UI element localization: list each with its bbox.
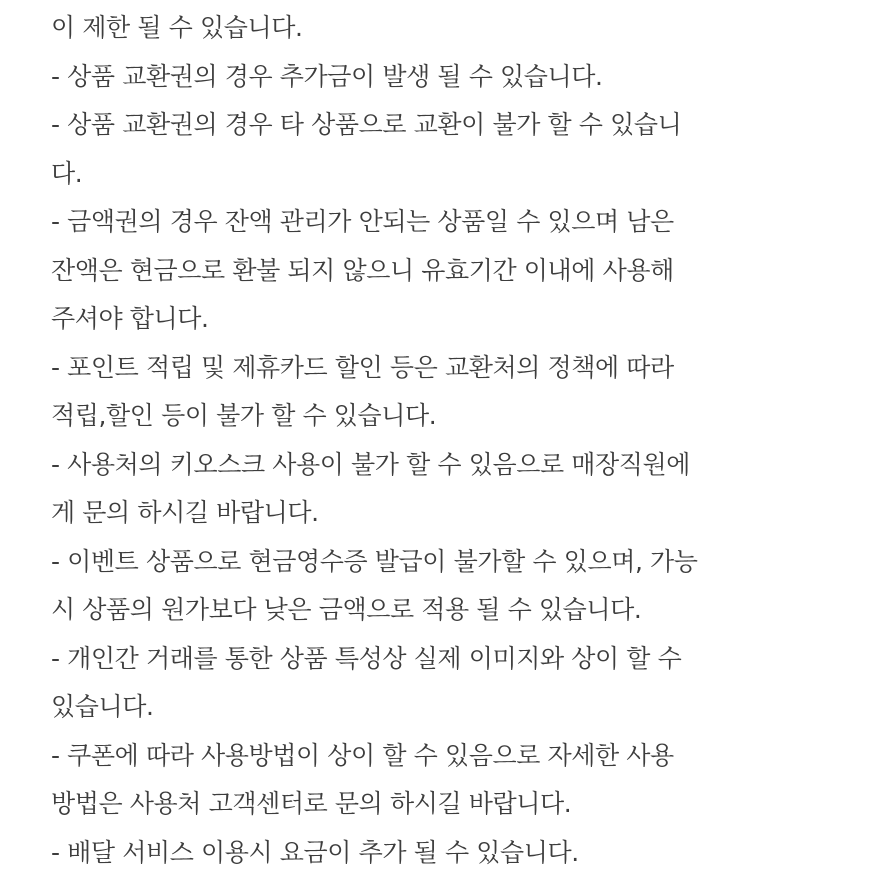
notice-line: 적립,할인 등이 불가 할 수 있습니다.: [51, 392, 861, 441]
notice-line: - 상품 교환권의 경우 타 상품으로 교환이 불가 할 수 있습니: [51, 101, 861, 150]
notice-line: - 금액권의 경우 잔액 관리가 안되는 상품일 수 있으며 남은: [51, 198, 861, 247]
notice-line: 게 문의 하시길 바랍니다.: [51, 489, 861, 538]
notice-line: - 상품 교환권의 경우 추가금이 발생 될 수 있습니다.: [51, 53, 861, 102]
notice-line: 방법은 사용처 고객센터로 문의 하시길 바랍니다.: [51, 780, 861, 829]
notice-line: - 포인트 적립 및 제휴카드 할인 등은 교환처의 정책에 따라: [51, 344, 861, 393]
notice-line: 다.: [51, 150, 861, 199]
notice-line: - 개인간 거래를 통한 상품 특성상 실제 이미지와 상이 할 수: [51, 635, 861, 684]
notice-line: - 사용처의 키오스크 사용이 불가 할 수 있음으로 매장직원에: [51, 441, 861, 490]
notice-line: 주셔야 합니다.: [51, 295, 861, 344]
notice-line: 이 제한 될 수 있습니다.: [51, 4, 861, 53]
notice-text-block: [51, 4, 861, 877]
notice-line: - 쿠폰에 따라 사용방법이 상이 할 수 있음으로 자세한 사용: [51, 732, 861, 781]
notice-line: - 배달 서비스 이용시 요금이 추가 될 수 있습니다.: [51, 829, 861, 877]
notice-line: 잔액은 현금으로 환불 되지 않으니 유효기간 이내에 사용해: [51, 247, 861, 296]
notice-line: 있습니다.: [51, 683, 861, 732]
notice-line: - 이벤트 상품으로 현금영수증 발급이 불가할 수 있으며, 가능: [51, 538, 861, 587]
notice-line: 시 상품의 원가보다 낮은 금액으로 적용 될 수 있습니다.: [51, 586, 861, 635]
